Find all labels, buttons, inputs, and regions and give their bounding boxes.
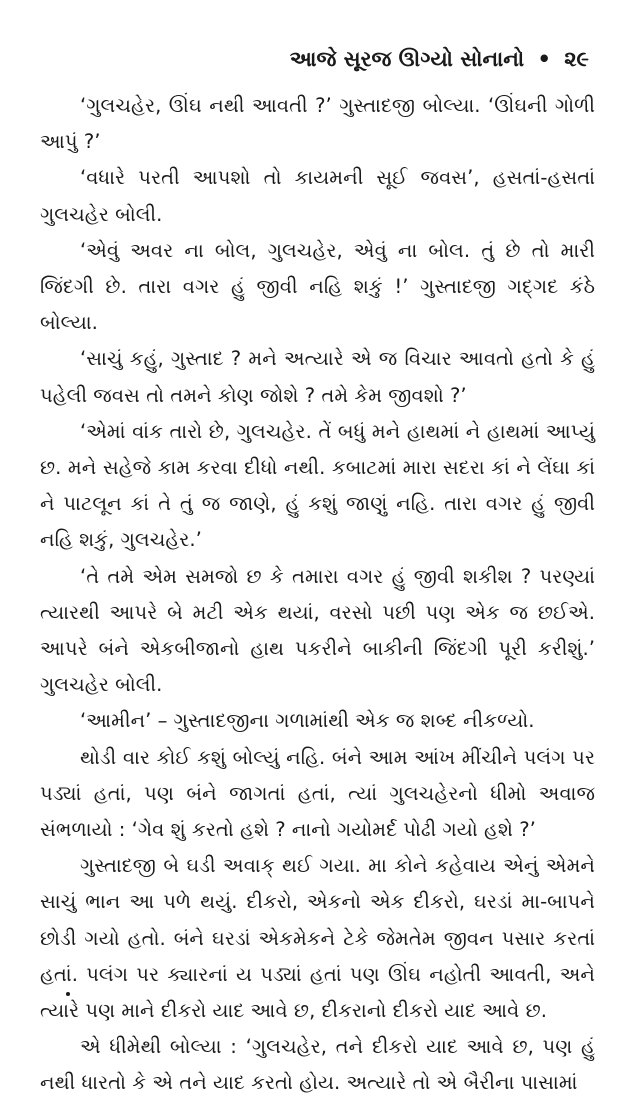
paragraph: ગુસ્તાદજી બે ઘડી અવાક્ થઈ ગયા. મા કોને કહેવાય એનું એમને સાચું ભાન આ પળે થયું. દીકરો, એકનો એક દીકરો, ઘરડાં મા-બાપને છોડી ગયો હતો. બંને ઘરડાં એકમેકને ટેકે જેમતેમ જીવન પસાર કરતાં હતાં. પલંગ પર ક્યારનાં ય પડ્યાં હતાં પણ ઊંઘ નહોતી આવતી, અને ત્યારે પણ માને દીકરો યાદ આવે છ, દીકરાનો દીકરો યાદ આવે છ. <box>40 854 595 1023</box>
paragraph: ‘તે તમે એમ સમજો છ કે તમારા વગર હું જીવી શકીશ ? પરણ્યાં ત્યારથી આપરે બે મટી એક થયાં, વરસો પછી પણ એક જ છઈએ. આપરે બંને એકબીજાનો હાથ પકરીને બાકીની જિંદગી પૂરી કરીશું.’ ગુલચહેર બોલી. <box>40 564 595 697</box>
paragraph: ‘એમાં વાંક તારો છે, ગુલચહેર. તેં બધું મને હાથમાં ને હાથમાં આપ્યું છ. મને સહેજે કામ કરવા દીધો નથી. કબાટમાં મારા સદરા કાં ને લેંઘા કાં ને પાટલૂન કાં તે તું જ જાણે, હું કશું જાણું નહિ. તારા વગર હું જીવી નહિ શકું, ગુલચહેર.’ <box>40 419 595 552</box>
page-number: ૨૯ <box>564 47 589 71</box>
running-header <box>40 44 595 74</box>
paragraph: ‘સાચું કહું, ગુસ્તાદ ? મને અત્યારે એ જ વિચાર આવતો હતો કે હું પહેલી જવસ તો તમને કોણ જોશે ? તમે કેમ જીવશો ?’ <box>40 347 595 407</box>
paragraph: ‘એવું અવર ના બોલ, ગુલચહેર, એવું ના બોલ. તું છે તો મારી જિંદગી છે. તારા વગર હું જીવી નહિ શકું !’ ગુસ્તાદજી ગદ્ગદ કંઠે બોલ્યા. <box>40 238 595 335</box>
running-header-title: આજે સૂરજ ઊગ્યો સોનાનો <box>289 47 525 71</box>
ink-dot <box>66 992 70 996</box>
paragraph: ‘વધારે પરતી આપશો તો કાયમની સૂઈ જવસ’, હસતાં-હસતાં ગુલચહેર બોલી. <box>40 166 595 226</box>
paragraph: ‘ગુલચહેર, ઊંઘ નથી આવતી ?’ ગુસ્તાદજી બોલ્યા. ‘ઊંઘની ગોળી આપું ?’ <box>40 94 595 154</box>
header-bullet: • <box>537 47 551 71</box>
paragraph: ‘આમીન’ – ગુસ્તાદજીના ગળામાંથી એક જ શબ્દ નીકળ્યો. <box>80 709 535 733</box>
paragraph: એ ધીમેથી બોલ્યા : ‘ગુલચહેર, તને દીકરો યાદ આવે છ, પણ હું નથી ધારતો કે એ તને યાદ કરતો હોય. અત્યારે તો એ બૈરીના પાસામાં <box>40 1035 595 1095</box>
paragraph: થોડી વાર કોઈ કશું બોલ્યું નહિ. બંને આમ આંખ મીંચીને પલંગ પર પડ્યાં હતાં, પણ બંને જાગતાં હતાં, ત્યાં ગુલચહેરનો ધીમો અવાજ સંભળાયો : ‘ગેવ શું કરતો હશે ? નાનો ગયોમર્દ પોઢી ગયો હશે ?’ <box>40 745 595 842</box>
body-text <box>40 88 595 1102</box>
